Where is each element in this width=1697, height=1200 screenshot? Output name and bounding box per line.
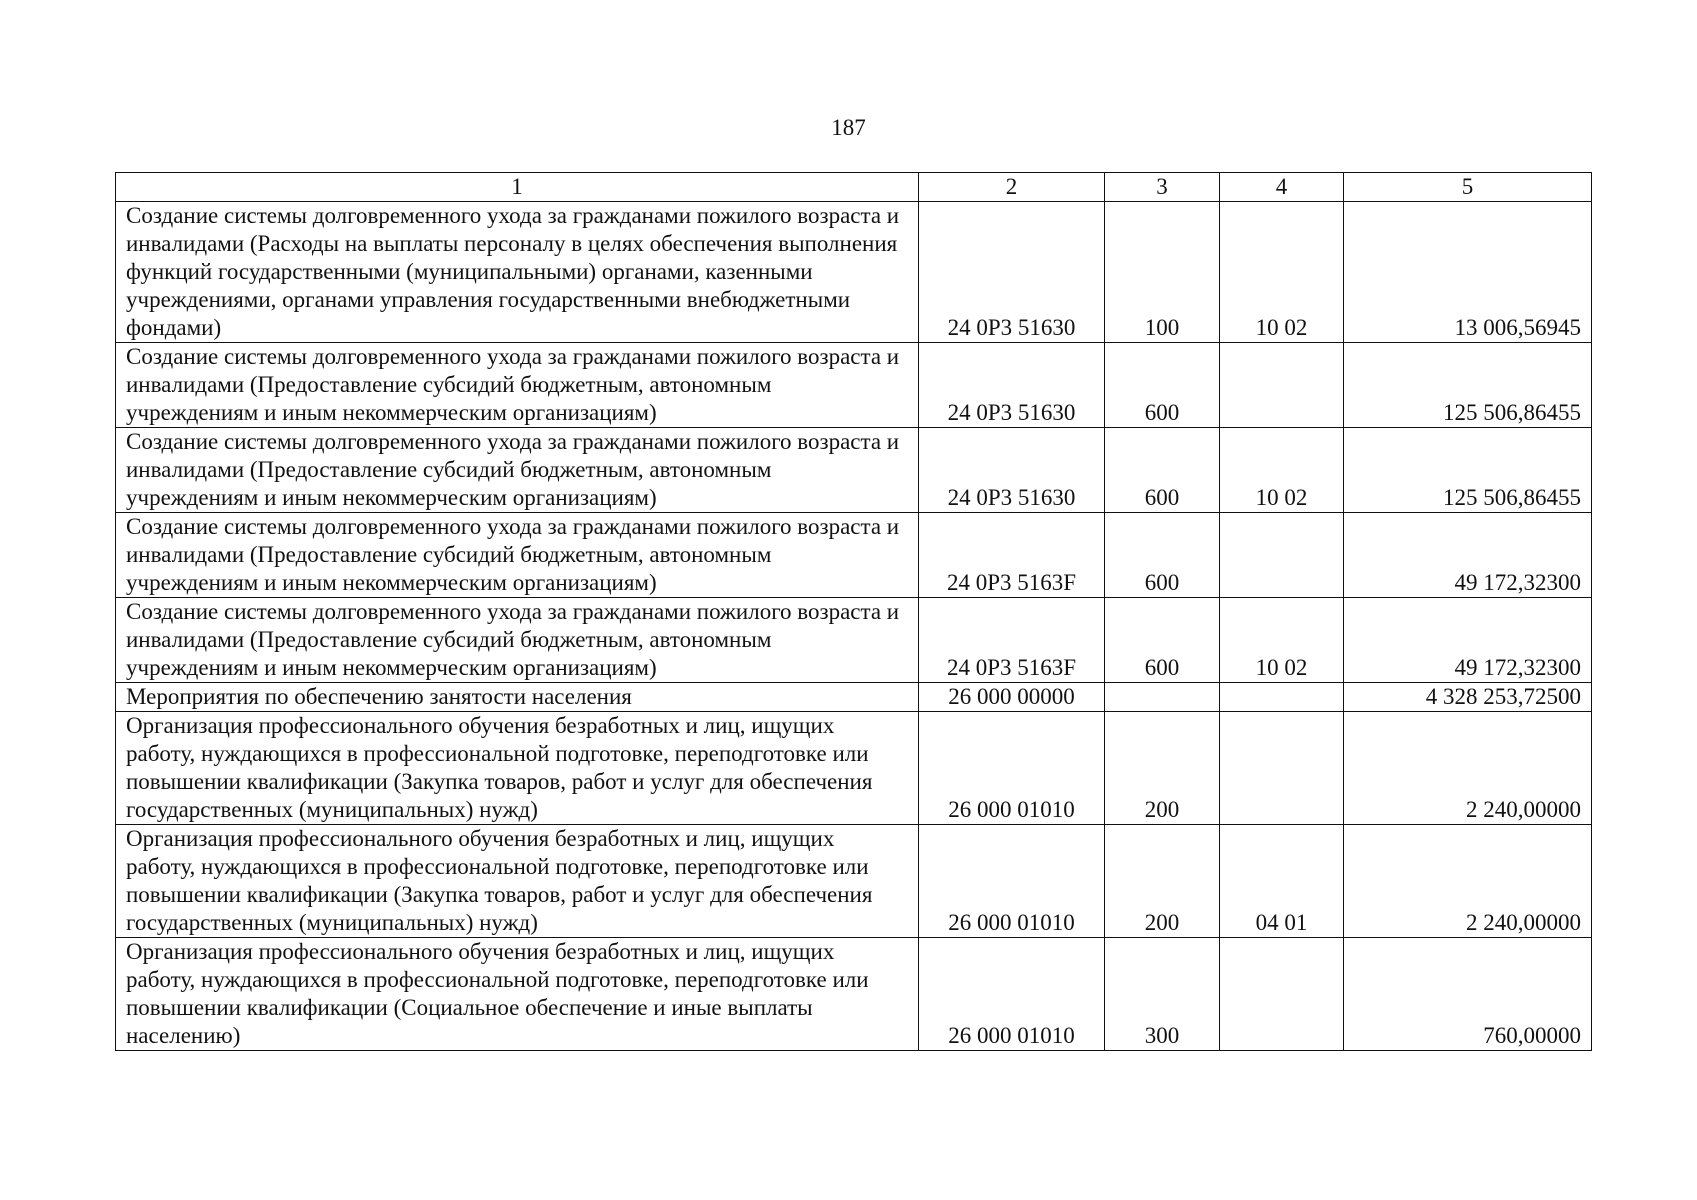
header-row bbox=[116, 173, 1592, 202]
page-number: 187 bbox=[831, 115, 866, 140]
row-name: Создание системы долговременного ухода за гражданами пожилого возраста и инвалидами (Расходы на выплаты персоналу в целях обеспечения выполнения функций государственными (муниципальными) органами, казенными учреждениями, органами управления государственными внебюджетными фондами) bbox=[116, 202, 919, 343]
row-code: 26 000 01010 bbox=[919, 712, 1105, 825]
row-section bbox=[1220, 938, 1344, 1051]
row-amount: 2 240,00000 bbox=[1344, 712, 1592, 825]
header-col-1: 1 bbox=[116, 173, 919, 202]
row-section bbox=[1220, 343, 1344, 428]
row-name: Организация профессионального обучения безработных и лиц, ищущих работу, нуждающихся в профессиональной подготовке, переподготовке или повышении квалификации (Закупка товаров, работ и услуг для обеспечения государственных (муниципальных) нужд) bbox=[116, 825, 919, 938]
row-amount: 125 506,86455 bbox=[1344, 343, 1592, 428]
row-section bbox=[1220, 712, 1344, 825]
budget-table bbox=[115, 172, 1592, 1051]
table-row bbox=[116, 202, 1592, 343]
table-header bbox=[116, 173, 1592, 202]
row-code: 26 000 01010 bbox=[919, 825, 1105, 938]
row-name: Создание системы долговременного ухода за гражданами пожилого возраста и инвалидами (Предоставление субсидий бюджетным, автономным учреждениям и иным некоммерческим организациям) bbox=[116, 598, 919, 683]
row-code: 24 0P3 51630 bbox=[919, 202, 1105, 343]
table-row bbox=[116, 598, 1592, 683]
row-amount: 13 006,56945 bbox=[1344, 202, 1592, 343]
table-row bbox=[116, 825, 1592, 938]
row-name: Мероприятия по обеспечению занятости населения bbox=[116, 683, 919, 712]
row-code: 24 0P3 51630 bbox=[919, 428, 1105, 513]
row-amount: 49 172,32300 bbox=[1344, 513, 1592, 598]
row-type: 600 bbox=[1105, 598, 1220, 683]
row-amount: 49 172,32300 bbox=[1344, 598, 1592, 683]
row-code: 26 000 01010 bbox=[919, 938, 1105, 1051]
table-row bbox=[116, 712, 1592, 825]
row-name: Создание системы долговременного ухода за гражданами пожилого возраста и инвалидами (Предоставление субсидий бюджетным, автономным учреждениям и иным некоммерческим организациям) bbox=[116, 428, 919, 513]
row-type: 300 bbox=[1105, 938, 1220, 1051]
row-name: Организация профессионального обучения безработных и лиц, ищущих работу, нуждающихся в профессиональной подготовке, переподготовке или повышении квалификации (Социальное обеспечение и иные выплаты населению) bbox=[116, 938, 919, 1051]
row-amount: 2 240,00000 bbox=[1344, 825, 1592, 938]
row-amount: 125 506,86455 bbox=[1344, 428, 1592, 513]
row-type: 600 bbox=[1105, 513, 1220, 598]
row-section: 04 01 bbox=[1220, 825, 1344, 938]
row-type: 600 bbox=[1105, 428, 1220, 513]
row-section bbox=[1220, 513, 1344, 598]
row-amount: 760,00000 bbox=[1344, 938, 1592, 1051]
row-name: Создание системы долговременного ухода за гражданами пожилого возраста и инвалидами (Предоставление субсидий бюджетным, автономным учреждениям и иным некоммерческим организациям) bbox=[116, 513, 919, 598]
row-type: 600 bbox=[1105, 343, 1220, 428]
table-row bbox=[116, 938, 1592, 1051]
table-row bbox=[116, 428, 1592, 513]
row-type bbox=[1105, 683, 1220, 712]
row-type: 100 bbox=[1105, 202, 1220, 343]
row-code: 24 0P3 5163F bbox=[919, 598, 1105, 683]
row-section: 10 02 bbox=[1220, 202, 1344, 343]
row-name: Создание системы долговременного ухода за гражданами пожилого возраста и инвалидами (Предоставление субсидий бюджетным, автономным учреждениям и иным некоммерческим организациям) bbox=[116, 343, 919, 428]
header-col-2: 2 bbox=[919, 173, 1105, 202]
row-section: 10 02 bbox=[1220, 598, 1344, 683]
table-body bbox=[116, 202, 1592, 1051]
header-col-4: 4 bbox=[1220, 173, 1344, 202]
row-section: 10 02 bbox=[1220, 428, 1344, 513]
table-row bbox=[116, 513, 1592, 598]
row-amount: 4 328 253,72500 bbox=[1344, 683, 1592, 712]
header-col-5: 5 bbox=[1344, 173, 1592, 202]
row-type: 200 bbox=[1105, 712, 1220, 825]
row-name: Организация профессионального обучения безработных и лиц, ищущих работу, нуждающихся в профессиональной подготовке, переподготовке или повышении квалификации (Закупка товаров, работ и услуг для обеспечения государственных (муниципальных) нужд) bbox=[116, 712, 919, 825]
table-row bbox=[116, 683, 1592, 712]
row-type: 200 bbox=[1105, 825, 1220, 938]
row-code: 24 0P3 51630 bbox=[919, 343, 1105, 428]
row-code: 26 000 00000 bbox=[919, 683, 1105, 712]
table-row bbox=[116, 343, 1592, 428]
row-section bbox=[1220, 683, 1344, 712]
header-col-3: 3 bbox=[1105, 173, 1220, 202]
row-code: 24 0P3 5163F bbox=[919, 513, 1105, 598]
